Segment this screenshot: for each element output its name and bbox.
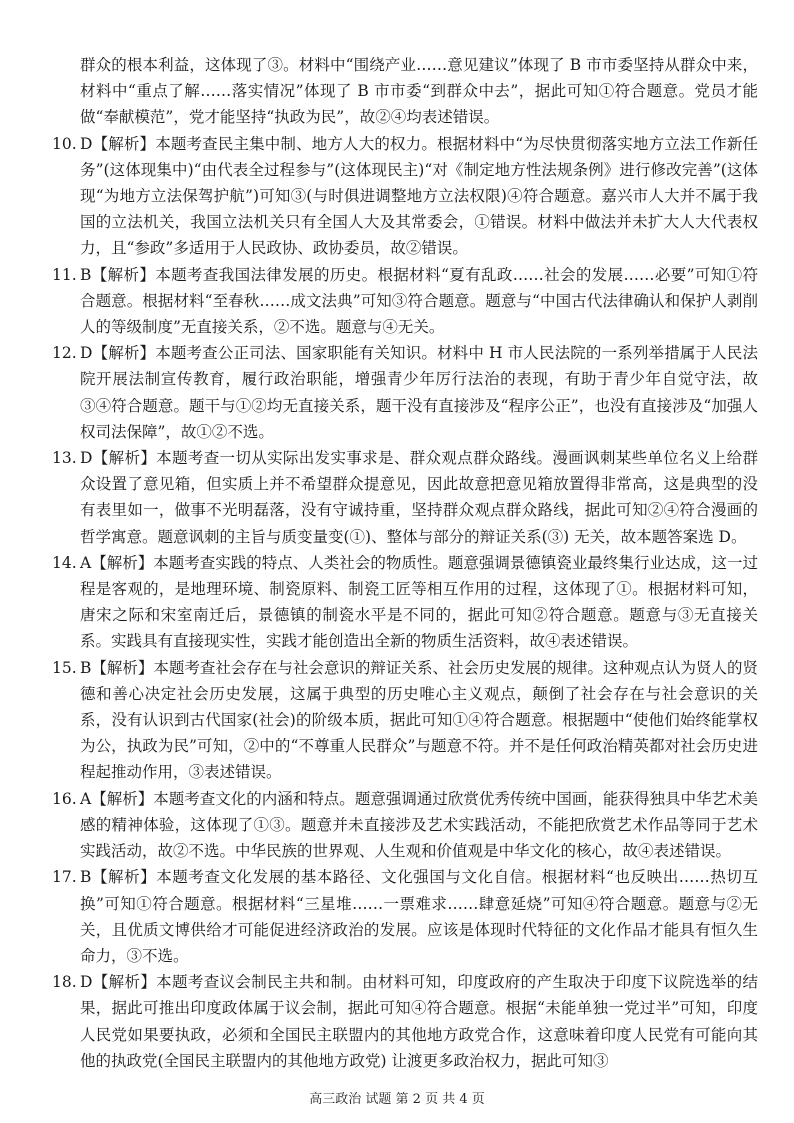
item-number: 12.	[52, 344, 77, 363]
item-number: 17.	[52, 868, 77, 887]
item-explanation: B【解析】本题考查我国法律发展的历史。根据材料“夏有乱政……社会的发展……必要”可知①符合题意。根据材料“至春秋……成文法典”可知③符合题意。题意与“中国古代法律确认和保护人剥削人的等级制度”无直接关系，②不选。题意与④无关。	[80, 265, 758, 337]
answer-item-12	[52, 340, 758, 445]
answer-item-14	[52, 550, 758, 655]
continuation-paragraph: 群众的根本利益，这体现了③。材料中“围绕产业……意见建议”体现了 B 市市委坚持从群众中来，材料中“重点了解……落实情况”体现了 B 市市委“到群众中去”，据此可知①符合题意。党员才能做“奉献模范”，党才能坚持“执政为民”，故②④均表述错误。	[80, 56, 758, 127]
item-number: 14.	[52, 553, 77, 572]
answer-item-16	[52, 786, 758, 865]
answer-item-17	[52, 864, 758, 969]
item-explanation: B【解析】本题考查社会存在与社会意识的辩证关系、社会历史发展的规律。这种观点认为贤人的贤德和善心决定社会历史发展，这属于典型的历史唯心主义观点，颠倒了社会存在与社会意识的关系，没有认识到古代国家(社会)的阶级本质，据此可知①④符合题意。根据题中“使他们始终能掌权为公，执政为民”可知，②中的“不尊重人民群众”与题意不符。并不是任何政治精英都对社会历史进程起推动作用，③表述错误。	[80, 658, 758, 782]
item-explanation: D【解析】本题考查公正司法、国家职能有关知识。材料中 H 市人民法院的一系列举措属于人民法院开展法制宣传教育，履行政治职能，增强青少年厉行法治的表现，有助于青少年自觉守法，故③④符合题意。题干与①②均无直接关系，题干没有直接涉及“程序公正”，也没有直接涉及“加强人权司法保障”，故①②不选。	[80, 344, 758, 441]
page-content	[52, 52, 758, 1074]
item-explanation: D【解析】本题考查议会制民主共和制。由材料可知，印度政府的产生取决于印度下议院选举的结果，据此可推出印度政体属于议会制，据此可知④符合题意。根据“未能单独一党过半”可知，印度人民党如果要执政，必须和全国民主联盟内的其他地方政党合作，这意味着印度人民党有可能向其他的执政党(全国民主联盟内的其他地方政党) 让渡更多政治权力，据此可知③	[80, 973, 758, 1070]
item-number: 15.	[52, 658, 77, 677]
item-explanation: A【解析】本题考查实践的特点、人类社会的物质性。题意强调景德镇瓷业最终集行业达成，这一过程是客观的，是地理环境、制瓷原料、制瓷工匠等相互作用的过程，这体现了①。根据材料可知，唐宋之际和宋室南迁后，景德镇的制瓷水平是不同的，据此可知②符合题意。题意与③无直接关系。实践具有直接现实性，实践才能创造出全新的物质生活资料，故④表述错误。	[80, 553, 758, 651]
item-number: 16.	[52, 789, 77, 808]
item-number: 11.	[52, 265, 77, 284]
item-explanation: A【解析】本题考查文化的内涵和特点。题意强调通过欣赏优秀传统中国画，能获得独具中华艺术美感的精神体验，这体现了①③。题意并未直接涉及艺术实践活动，不能把欣赏艺术作品等同于艺术实践活动，故②不选。中华民族的世界观、人生观和价值观是中华文化的核心，故④表述错误。	[80, 789, 758, 861]
item-number: 10.	[52, 134, 77, 153]
item-explanation: D【解析】本题考查一切从实际出发实事求是、群众观点群众路线。漫画讽刺某些单位名义上给群众设置了意见箱，但实质上并不希望群众提意见，因此故意把意见箱放置得非常高，这是典型的没有表里如一，做事不光明磊落，没有守诚持重，坚持群众观点群众路线，据此可知②④符合漫画的哲学寓意。题意讽刺的主旨与质变量变(①)、整体与部分的辩证关系(③) 无关，故本题答案选 D。	[80, 449, 758, 546]
item-number: 18.	[52, 973, 77, 992]
item-explanation: B【解析】本题考查文化发展的基本路径、文化强国与文化自信。根据材料“也反映出……热切互换”可知①符合题意。根据材料“三星堆……一票难求……肆意延烧”可知④符合题意。题意与②无关，且优质文博供给才可能促进经济政治的发展。应该是体现时代特征的文化作品才能具有恒久生命力，③不选。	[80, 868, 758, 965]
item-explanation: D【解析】本题考查民主集中制、地方人大的权力。根据材料中“为尽快贯彻落实地方立法工作新任务”(这体现集中)“由代表全过程参与”(这体现民主)“对《制定地方性法规条例》进行修改完善”(这体现“为地方立法保驾护航”)可知③(与时俱进调整地方立法权限)④符合题意。嘉兴市人大并不属于我国的立法机关，我国立法机关只有全国人大及其常委会，①错误。材料中做法并未扩大人大代表权力，且“参政”多适用于人民政协、政协委员，故②错误。	[80, 134, 758, 258]
answer-item-13	[52, 445, 758, 550]
answer-item-18	[52, 969, 758, 1074]
answer-item-11	[52, 262, 758, 341]
page-footer: 高三政治 试题 第 2 页 共 4 页	[309, 1092, 485, 1107]
answer-item-15	[52, 655, 758, 786]
item-number: 13.	[52, 449, 77, 468]
answer-item-10	[52, 131, 758, 262]
